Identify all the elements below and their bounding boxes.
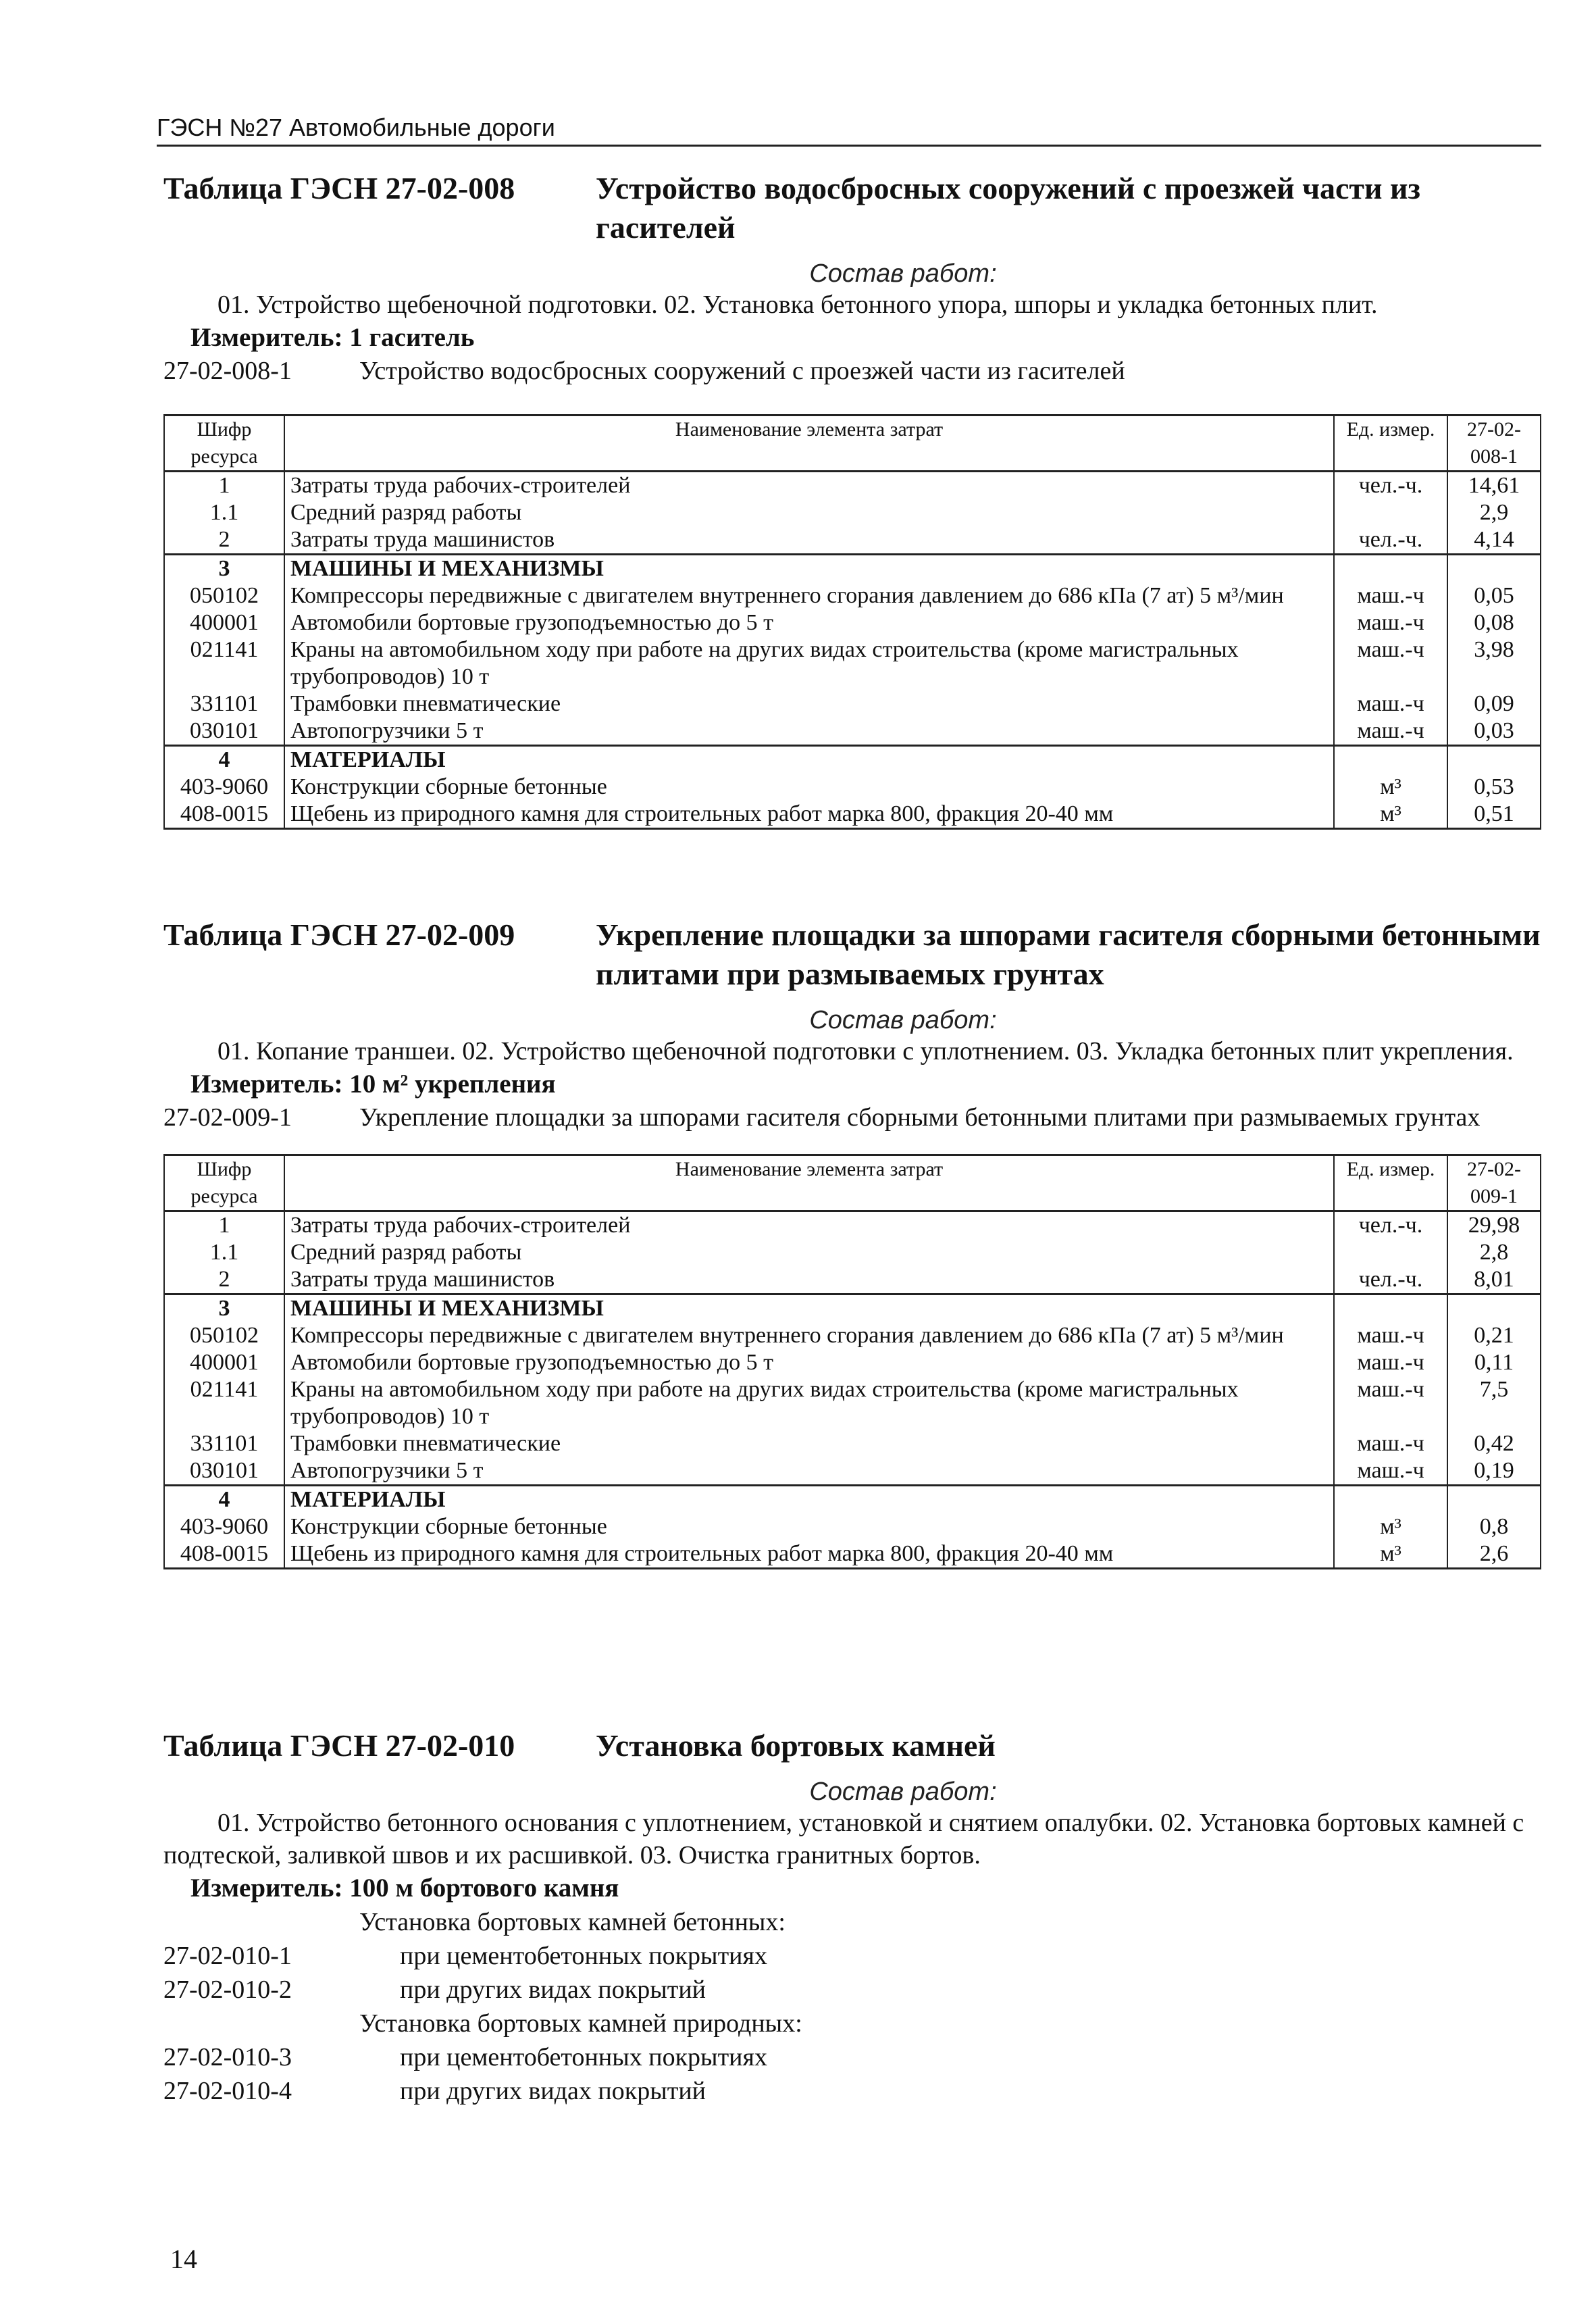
cell-code: 331101 bbox=[164, 1430, 284, 1457]
works-text: 01. Устройство щебеночной подготовки. 02. Установка бетонного упора, шпоры и укладка бетонных плит. bbox=[217, 291, 1378, 319]
table-row bbox=[164, 555, 1541, 583]
cell-code: 1.1 bbox=[164, 499, 284, 526]
header-name: Наименование элемента затрат bbox=[284, 1155, 1334, 1211]
cell-unit: маш.-ч bbox=[1334, 1376, 1447, 1430]
table-row bbox=[164, 1322, 1541, 1349]
table-row bbox=[164, 1239, 1541, 1266]
cell-unit: чел.-ч. bbox=[1334, 526, 1447, 555]
works-label: Состав работ: bbox=[809, 1006, 997, 1034]
list-item bbox=[163, 1973, 1541, 2007]
header-name: Наименование элемента затрат bbox=[284, 416, 1334, 472]
table-header-row bbox=[164, 1155, 1541, 1211]
cell-unit bbox=[1334, 499, 1447, 526]
table-row bbox=[164, 718, 1541, 746]
cell-value: 14,61 bbox=[1447, 472, 1541, 500]
list-item-code: 27-02-010-2 bbox=[163, 1976, 292, 2004]
table-row bbox=[164, 1540, 1541, 1569]
cell-value bbox=[1447, 1486, 1541, 1514]
cell-unit: маш.-ч bbox=[1334, 1322, 1447, 1349]
table-title bbox=[163, 915, 1541, 994]
list-item-name: при других видах покрытий bbox=[400, 1976, 706, 2004]
works-label: Состав работ: bbox=[809, 259, 997, 288]
cell-name: Средний разряд работы bbox=[284, 1239, 1334, 1266]
section-27-02-008 bbox=[163, 169, 1541, 830]
table-row bbox=[164, 526, 1541, 555]
cell-unit: м³ bbox=[1334, 1513, 1447, 1540]
cell-name: Компрессоры передвижные с двигателем внутреннего сгорания давлением до 686 кПа (7 ат) 5 м³/мин bbox=[284, 1322, 1334, 1349]
resource-table bbox=[163, 1154, 1541, 1569]
cell-name: Автопогрузчики 5 т bbox=[284, 718, 1334, 746]
cell-code: 1 bbox=[164, 1211, 284, 1240]
cell-unit bbox=[1334, 1239, 1447, 1266]
list-item-code bbox=[163, 1905, 359, 1939]
cell-unit: м³ bbox=[1334, 1540, 1447, 1569]
cell-code: 4 bbox=[164, 746, 284, 774]
cell-value: 8,01 bbox=[1447, 1266, 1541, 1294]
cell-name: Конструкции сборные бетонные bbox=[284, 774, 1334, 801]
cell-unit: чел.-ч. bbox=[1334, 1211, 1447, 1240]
cell-name: Автомобили бортовые грузоподъемностью до 5 т bbox=[284, 609, 1334, 636]
cell-code: 2 bbox=[164, 1266, 284, 1294]
list-item-code: 27-02-010-4 bbox=[163, 2077, 292, 2105]
item-list bbox=[163, 1905, 1541, 2108]
list-item bbox=[163, 2074, 1541, 2108]
cell-value: 0,21 bbox=[1447, 1322, 1541, 1349]
cell-name: Затраты труда машинистов bbox=[284, 526, 1334, 555]
cell-value: 0,19 bbox=[1447, 1457, 1541, 1486]
cell-code: 050102 bbox=[164, 1322, 284, 1349]
table-row bbox=[164, 1211, 1541, 1240]
list-item-name: при других видах покрытий bbox=[400, 2077, 706, 2105]
cell-name: Щебень из природного камня для строительных работ марка 800, фракция 20-40 мм bbox=[284, 801, 1334, 829]
table-name: Устройство водосбросных сооружений с проезжей части из гасителей bbox=[596, 171, 1421, 245]
list-item-name: при цементобетонных покрытиях bbox=[400, 1942, 767, 1970]
cell-value bbox=[1447, 746, 1541, 774]
table-row bbox=[164, 690, 1541, 718]
cell-name: Автомобили бортовые грузоподъемностью до 5 т bbox=[284, 1349, 1334, 1376]
works-text: 01. Копание траншеи. 02. Устройство щебеночной подготовки с уплотнением. 03. Укладка бетонных плит укрепления. bbox=[217, 1037, 1514, 1065]
table-row bbox=[164, 1266, 1541, 1294]
cell-unit: маш.-ч bbox=[1334, 1349, 1447, 1376]
cell-code: 3 bbox=[164, 555, 284, 583]
cell-value: 2,9 bbox=[1447, 499, 1541, 526]
cell-name: Компрессоры передвижные с двигателем внутреннего сгорания давлением до 686 кПа (7 ат) 5 м³/мин bbox=[284, 582, 1334, 609]
cell-code: 2 bbox=[164, 526, 284, 555]
works-label: Состав работ: bbox=[809, 1778, 997, 1806]
item-code: 27-02-009-1 bbox=[163, 1103, 292, 1132]
table-row bbox=[164, 1294, 1541, 1323]
cell-value: 0,11 bbox=[1447, 1349, 1541, 1376]
header-column: 27-02-008-1 bbox=[1447, 416, 1541, 472]
cell-value: 0,51 bbox=[1447, 801, 1541, 829]
measure: Измеритель: 10 м² укрепления bbox=[190, 1070, 556, 1099]
cell-unit: м³ bbox=[1334, 774, 1447, 801]
table-row bbox=[164, 1457, 1541, 1486]
list-item bbox=[163, 2040, 1541, 2074]
item-row bbox=[163, 1101, 1541, 1134]
cell-name: Затраты труда машинистов bbox=[284, 1266, 1334, 1294]
cell-name: МАТЕРИАЛЫ bbox=[284, 746, 1334, 774]
table-code: Таблица ГЭСН 27-02-008 bbox=[163, 171, 515, 205]
table-header-row bbox=[164, 416, 1541, 472]
cell-code: 021141 bbox=[164, 1376, 284, 1430]
cell-value: 7,5 bbox=[1447, 1376, 1541, 1430]
cell-unit bbox=[1334, 555, 1447, 583]
cell-value: 0,8 bbox=[1447, 1513, 1541, 1540]
cell-unit: чел.-ч. bbox=[1334, 472, 1447, 500]
cell-code: 1.1 bbox=[164, 1239, 284, 1266]
list-item-name: при цементобетонных покрытиях bbox=[400, 2043, 767, 2071]
table-code: Таблица ГЭСН 27-02-010 bbox=[163, 1728, 515, 1763]
running-header: ГЭСН №27 Автомобильные дороги bbox=[157, 114, 1541, 147]
cell-value: 0,53 bbox=[1447, 774, 1541, 801]
cell-value: 0,05 bbox=[1447, 582, 1541, 609]
table-title bbox=[163, 1726, 1541, 1765]
table-name: Укрепление площадки за шпорами гасителя сборными бетонными плитами при размываемых грунтах bbox=[596, 917, 1541, 991]
cell-value bbox=[1447, 1294, 1541, 1323]
cell-unit: чел.-ч. bbox=[1334, 1266, 1447, 1294]
list-item bbox=[163, 1939, 1541, 1973]
table-row bbox=[164, 774, 1541, 801]
measure: Измеритель: 1 гаситель bbox=[190, 323, 475, 352]
cell-code: 400001 bbox=[164, 609, 284, 636]
cell-unit bbox=[1334, 746, 1447, 774]
cell-unit: маш.-ч bbox=[1334, 636, 1447, 690]
header-code: Шифр ресурса bbox=[164, 1155, 284, 1211]
table-row bbox=[164, 582, 1541, 609]
measure: Измеритель: 100 м бортового камня bbox=[190, 1873, 619, 1903]
cell-name: Конструкции сборные бетонные bbox=[284, 1513, 1334, 1540]
cell-code: 3 bbox=[164, 1294, 284, 1323]
works-text: 01. Устройство бетонного основания с уплотнением, установкой и снятием опалубки. 02. Установка бортовых камней с подтеской, заливкой швов и их расшивкой. 03. Очистка гранитных бортов. bbox=[163, 1809, 1524, 1869]
list-item bbox=[163, 1905, 1541, 1939]
cell-code: 403-9060 bbox=[164, 1513, 284, 1540]
section-27-02-010 bbox=[163, 1726, 1541, 2108]
cell-name: Щебень из природного камня для строительных работ марка 800, фракция 20-40 мм bbox=[284, 1540, 1334, 1569]
header-code: Шифр ресурса bbox=[164, 416, 284, 472]
table-row bbox=[164, 499, 1541, 526]
list-item-name: Установка бортовых камней бетонных: bbox=[359, 1908, 786, 1936]
cell-unit: маш.-ч bbox=[1334, 1430, 1447, 1457]
table-row bbox=[164, 1430, 1541, 1457]
table-row bbox=[164, 746, 1541, 774]
cell-name: Затраты труда рабочих-строителей bbox=[284, 1211, 1334, 1240]
cell-unit: маш.-ч bbox=[1334, 718, 1447, 746]
table-title bbox=[163, 169, 1541, 247]
header-column: 27-02-009-1 bbox=[1447, 1155, 1541, 1211]
table-name: Установка бортовых камней bbox=[596, 1728, 996, 1763]
cell-code: 050102 bbox=[164, 582, 284, 609]
cell-code: 030101 bbox=[164, 1457, 284, 1486]
cell-name: МАШИНЫ И МЕХАНИЗМЫ bbox=[284, 555, 1334, 583]
cell-unit: м³ bbox=[1334, 801, 1447, 829]
section-27-02-009 bbox=[163, 915, 1541, 1569]
table-code: Таблица ГЭСН 27-02-009 bbox=[163, 917, 515, 952]
cell-value: 0,42 bbox=[1447, 1430, 1541, 1457]
cell-code: 408-0015 bbox=[164, 1540, 284, 1569]
cell-name: Автопогрузчики 5 т bbox=[284, 1457, 1334, 1486]
table-row bbox=[164, 1486, 1541, 1514]
table-row bbox=[164, 472, 1541, 500]
cell-value: 0,08 bbox=[1447, 609, 1541, 636]
cell-value bbox=[1447, 555, 1541, 583]
cell-name: Краны на автомобильном ходу при работе на других видах строительства (кроме магистральных трубопроводов) 10 т bbox=[284, 1376, 1334, 1430]
item-row bbox=[163, 355, 1541, 387]
list-item-code: 27-02-010-1 bbox=[163, 1942, 292, 1970]
cell-code: 408-0015 bbox=[164, 801, 284, 829]
list-item-code: 27-02-010-3 bbox=[163, 2043, 292, 2071]
cell-name: Трамбовки пневматические bbox=[284, 1430, 1334, 1457]
cell-unit: маш.-ч bbox=[1334, 1457, 1447, 1486]
list-item-name: Установка бортовых камней природных: bbox=[359, 2009, 802, 2038]
item-name: Укрепление площадки за шпорами гасителя сборными бетонными плитами при размываемых грунтах bbox=[359, 1103, 1481, 1132]
cell-name: Средний разряд работы bbox=[284, 499, 1334, 526]
header-unit: Ед. измер. bbox=[1334, 1155, 1447, 1211]
cell-unit bbox=[1334, 1294, 1447, 1323]
item-name: Устройство водосбросных сооружений с проезжей части из гасителей bbox=[359, 357, 1125, 385]
cell-name: Затраты труда рабочих-строителей bbox=[284, 472, 1334, 500]
item-code: 27-02-008-1 bbox=[163, 357, 292, 385]
list-item bbox=[163, 2007, 1541, 2040]
cell-unit: маш.-ч bbox=[1334, 609, 1447, 636]
cell-code: 331101 bbox=[164, 690, 284, 718]
table-row bbox=[164, 636, 1541, 690]
cell-unit: маш.-ч bbox=[1334, 690, 1447, 718]
cell-name: Краны на автомобильном ходу при работе на других видах строительства (кроме магистральных трубопроводов) 10 т bbox=[284, 636, 1334, 690]
table-row bbox=[164, 1513, 1541, 1540]
table-row bbox=[164, 609, 1541, 636]
cell-value: 29,98 bbox=[1447, 1211, 1541, 1240]
cell-unit: маш.-ч bbox=[1334, 582, 1447, 609]
list-item-code bbox=[163, 2007, 359, 2040]
cell-code: 403-9060 bbox=[164, 774, 284, 801]
cell-code: 400001 bbox=[164, 1349, 284, 1376]
table-row bbox=[164, 1349, 1541, 1376]
cell-value: 0,03 bbox=[1447, 718, 1541, 746]
cell-value: 3,98 bbox=[1447, 636, 1541, 690]
cell-value: 4,14 bbox=[1447, 526, 1541, 555]
cell-code: 4 bbox=[164, 1486, 284, 1514]
cell-code: 1 bbox=[164, 472, 284, 500]
cell-name: МАШИНЫ И МЕХАНИЗМЫ bbox=[284, 1294, 1334, 1323]
table-row bbox=[164, 801, 1541, 829]
table-row bbox=[164, 1376, 1541, 1430]
cell-code: 021141 bbox=[164, 636, 284, 690]
cell-name: Трамбовки пневматические bbox=[284, 690, 1334, 718]
resource-table bbox=[163, 414, 1541, 830]
cell-unit bbox=[1334, 1486, 1447, 1514]
cell-code: 030101 bbox=[164, 718, 284, 746]
cell-value: 0,09 bbox=[1447, 690, 1541, 718]
header-unit: Ед. измер. bbox=[1334, 416, 1447, 472]
page-number: 14 bbox=[170, 2244, 197, 2274]
cell-value: 2,6 bbox=[1447, 1540, 1541, 1569]
cell-name: МАТЕРИАЛЫ bbox=[284, 1486, 1334, 1514]
cell-value: 2,8 bbox=[1447, 1239, 1541, 1266]
